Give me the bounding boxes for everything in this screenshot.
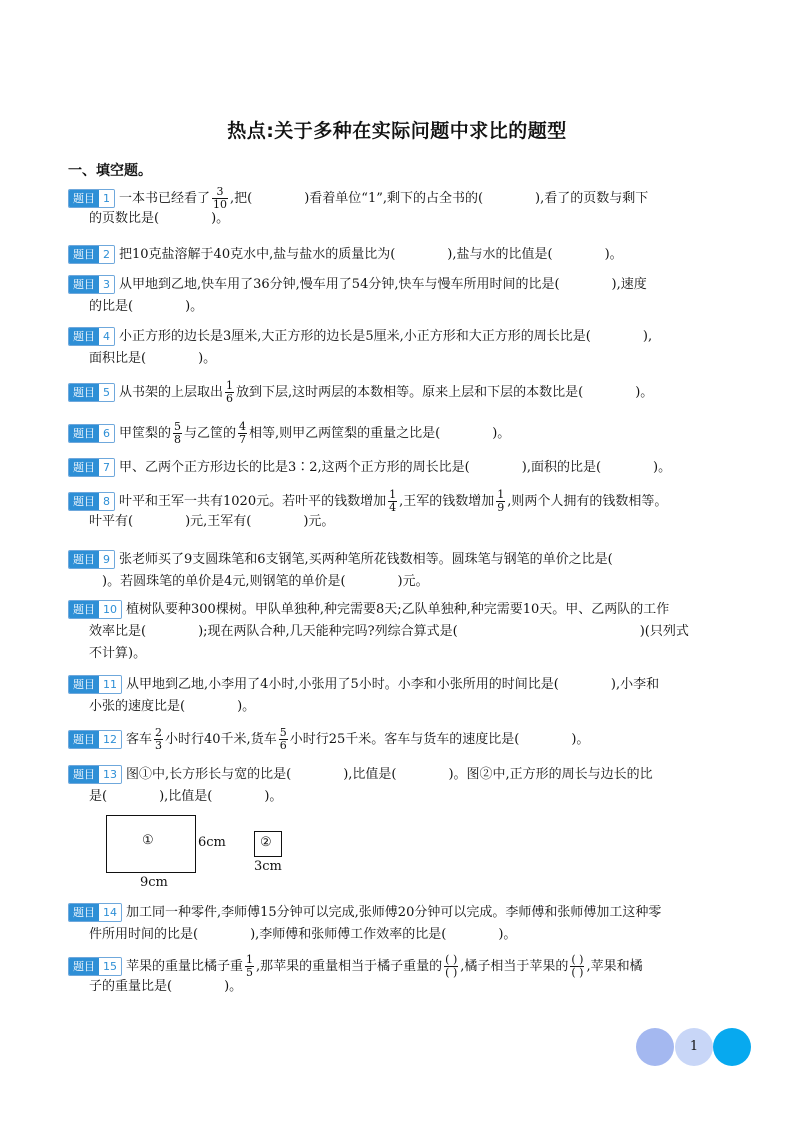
badge-number: 9 (99, 551, 114, 568)
fraction (496, 489, 505, 514)
question-14 (68, 902, 728, 946)
question-text: 甲筐梨的 (119, 426, 172, 441)
section-heading: 一、填空题。 (68, 163, 152, 179)
question-number-badge (68, 245, 115, 264)
deco-circle-right (713, 1028, 751, 1066)
question-line (68, 571, 728, 593)
figure-label-9cm: 9cm (140, 875, 168, 890)
fraction (444, 954, 458, 979)
question-number-badge (68, 600, 122, 619)
fraction-numerator: 5 (174, 420, 182, 433)
badge-number: 8 (99, 493, 114, 510)
question-text: 加工同一种零件,李师傅15分钟可以完成,张师傅20分钟可以完成。李师傅和张师傅加工这种零 (126, 905, 662, 920)
fraction-numerator: 1 (389, 488, 397, 501)
fraction-denominator: 5 (246, 966, 254, 979)
badge-label: 题目 (69, 551, 99, 568)
fraction-numerator: 1 (226, 379, 234, 392)
question-text: 小时行40千米,货车 (165, 732, 277, 747)
fraction-denominator: ( ) (571, 966, 584, 979)
question-3 (68, 274, 728, 318)
fraction-numerator: 2 (155, 726, 163, 739)
badge-label: 题目 (69, 958, 99, 975)
badge-number: 6 (99, 425, 114, 442)
question-line (68, 244, 728, 266)
question-line (68, 511, 728, 533)
question-4 (68, 326, 728, 370)
question-6 (68, 420, 728, 446)
fraction-numerator: 1 (497, 488, 505, 501)
badge-label: 题目 (69, 328, 99, 345)
question-line (68, 348, 728, 370)
fraction-numerator: 4 (239, 420, 247, 433)
question-number-badge (68, 492, 115, 511)
fraction-denominator: 6 (279, 739, 287, 752)
question-text: 从甲地到乙地,快车用了36分钟,慢车用了54分钟,快车与慢车所用时间的比是( ),速度 (119, 277, 647, 292)
fraction-denominator: 9 (497, 501, 505, 514)
question-line (68, 643, 728, 665)
fraction-denominator: 7 (239, 433, 247, 446)
page-number: 1 (689, 1039, 699, 1054)
question-text: 小张的速度比是( )。 (89, 699, 256, 714)
question-line (68, 924, 728, 946)
fraction (225, 380, 234, 405)
badge-number: 3 (99, 276, 114, 293)
question-number-badge (68, 275, 115, 294)
question-line (68, 208, 728, 230)
question-text: 面积比是( )。 (89, 351, 217, 366)
question-8 (68, 489, 728, 533)
badge-number: 14 (99, 904, 121, 921)
question-text: 甲、乙两个正方形边长的比是3∶2,这两个正方形的周长比是( ),面积的比是( )。 (119, 460, 672, 475)
question-10 (68, 599, 728, 665)
question-line (68, 549, 728, 571)
badge-label: 题目 (69, 766, 99, 783)
badge-number: 4 (99, 328, 114, 345)
question-text: 放到下层,这时两层的本数相等。原来上层和下层的本数比是( )。 (236, 385, 654, 400)
figure-rectangles (104, 815, 304, 895)
badge-label: 题目 (69, 904, 99, 921)
question-text: 图①中,长方形长与宽的比是( ),比值是( )。图②中,正方形的周长与边长的比 (126, 767, 653, 782)
fraction-denominator: 4 (389, 501, 397, 514)
question-line (68, 185, 728, 211)
question-7 (68, 457, 728, 479)
question-text: ,王军的钱数增加 (399, 494, 495, 509)
question-text: 小正方形的边长是3厘米,大正方形的边长是5厘米,小正方形和大正方形的周长比是( ), (119, 329, 653, 344)
question-line (68, 764, 728, 786)
question-text: 植树队要种300棵树。甲队单独种,种完需要8天;乙队单独种,种完需要10天。甲、乙两队的工作 (126, 602, 670, 617)
question-text: 从书架的上层取出 (119, 385, 224, 400)
fraction (238, 421, 247, 446)
question-number-badge (68, 189, 115, 208)
fraction (388, 489, 397, 514)
question-9 (68, 549, 728, 593)
fraction-numerator: ( ) (445, 953, 458, 966)
badge-number: 12 (99, 731, 121, 748)
fraction-numerator: ( ) (571, 953, 584, 966)
question-text: 从甲地到乙地,小李用了4小时,小张用了5小时。小李和小张所用的时间比是( ),小李和 (126, 677, 660, 692)
badge-label: 题目 (69, 425, 99, 442)
question-line (68, 953, 728, 979)
figure-label-6cm: 6cm (198, 835, 226, 850)
question-text: 件所用时间的比是( ),李师傅和张师傅工作效率的比是( )。 (89, 927, 517, 942)
badge-number: 5 (99, 384, 114, 401)
badge-label: 题目 (69, 601, 99, 618)
question-line (68, 379, 728, 405)
question-text: 与乙筐的 (184, 426, 237, 441)
question-text: 是( ),比值是( )。 (89, 789, 283, 804)
question-line (68, 726, 728, 752)
badge-label: 题目 (69, 384, 99, 401)
question-text: 一本书已经看了 (119, 191, 211, 206)
question-2 (68, 244, 728, 266)
fraction (245, 954, 254, 979)
question-text: ,把( )看着单位“1”,剩下的占全书的( ),看了的页数与剩下 (230, 191, 649, 206)
question-line (68, 420, 728, 446)
question-text: 苹果的重量比橘子重 (126, 959, 244, 974)
question-text: 叶平和王军一共有1020元。若叶平的钱数增加 (119, 494, 387, 509)
question-text: 把10克盐溶解于40克水中,盐与盐水的质量比为( ),盐与水的比值是( )。 (119, 247, 623, 262)
question-line (68, 457, 728, 479)
question-13 (68, 764, 728, 808)
question-text: ,橘子相当于苹果的 (460, 959, 569, 974)
question-text: 客车 (126, 732, 153, 747)
badge-number: 15 (99, 958, 121, 975)
question-number-badge (68, 550, 115, 569)
figure-label-3cm: 3cm (254, 859, 282, 874)
question-text: 子的重量比是( )。 (89, 979, 243, 994)
question-line (68, 902, 728, 924)
fraction-denominator: 10 (213, 198, 228, 211)
question-number-badge (68, 327, 115, 346)
question-text: ,则两个人拥有的钱数相等。 (507, 494, 668, 509)
question-line (68, 326, 728, 348)
question-1 (68, 186, 728, 230)
fraction (279, 727, 288, 752)
badge-number: 7 (99, 459, 114, 476)
badge-number: 2 (99, 246, 114, 263)
badge-label: 题目 (69, 676, 99, 693)
question-number-badge (68, 730, 122, 749)
badge-number: 11 (99, 676, 121, 693)
question-line (68, 296, 728, 318)
question-number-badge (68, 458, 115, 477)
question-number-badge (68, 957, 122, 976)
badge-label: 题目 (69, 246, 99, 263)
badge-label: 题目 (69, 276, 99, 293)
question-line (68, 488, 728, 514)
badge-label: 题目 (69, 190, 99, 207)
page-title: 热点:关于多种在实际问题中求比的题型 (227, 120, 567, 142)
question-number-badge (68, 903, 122, 922)
fraction-denominator: 6 (226, 392, 234, 405)
fraction-denominator: 8 (174, 433, 182, 446)
question-text: 小时行25千米。客车与货车的速度比是( )。 (289, 732, 590, 747)
question-number-badge (68, 675, 122, 694)
badge-label: 题目 (69, 459, 99, 476)
question-text: 张老师买了9支圆珠笔和6支钢笔,买两种笔所花钱数相等。圆珠笔与钢笔的单价之比是( (119, 552, 613, 567)
fraction-numerator: 5 (279, 726, 287, 739)
question-line (68, 786, 728, 808)
fraction-numerator: 1 (246, 953, 254, 966)
question-line (68, 976, 728, 998)
figure-label-2: ② (260, 835, 272, 850)
question-5 (68, 379, 728, 405)
fraction (173, 421, 182, 446)
badge-number: 1 (99, 190, 114, 207)
question-15 (68, 954, 728, 998)
question-text: 不计算)。 (89, 646, 147, 661)
fraction-denominator: ( ) (445, 966, 458, 979)
question-line (68, 696, 728, 718)
badge-label: 题目 (69, 731, 99, 748)
question-text: 效率比是( );现在两队合种,几天能种完吗?列综合算式是( )(只列式 (89, 624, 689, 639)
question-number-badge (68, 383, 115, 402)
figure-label-1: ① (142, 833, 154, 848)
question-line (68, 674, 728, 696)
question-text: 的页数比是( )。 (89, 211, 230, 226)
fraction (154, 727, 163, 752)
fraction-numerator: 3 (212, 186, 228, 199)
deco-circle-left (636, 1028, 674, 1066)
question-text: ,苹果和橘 (586, 959, 643, 974)
badge-number: 10 (99, 601, 121, 618)
question-number-badge (68, 424, 115, 443)
page-number-decoration (636, 1028, 752, 1068)
question-text: ,那苹果的重量相当于橘子重量的 (256, 959, 443, 974)
question-line (68, 274, 728, 296)
question-line (68, 621, 728, 643)
question-12 (68, 726, 728, 752)
fraction-denominator: 3 (155, 739, 163, 752)
badge-label: 题目 (69, 493, 99, 510)
question-text: 的比是( )。 (89, 299, 204, 314)
badge-number: 13 (99, 766, 121, 783)
question-number-badge (68, 765, 122, 784)
question-11 (68, 674, 728, 718)
question-text: )。若圆珠笔的单价是4元,则钢笔的单价是( )元。 (89, 574, 429, 589)
question-text: 叶平有( )元,王军有( )元。 (89, 514, 335, 529)
question-line (68, 599, 728, 621)
question-text: 相等,则甲乙两筐梨的重量之比是( )。 (249, 426, 511, 441)
fraction (570, 954, 584, 979)
